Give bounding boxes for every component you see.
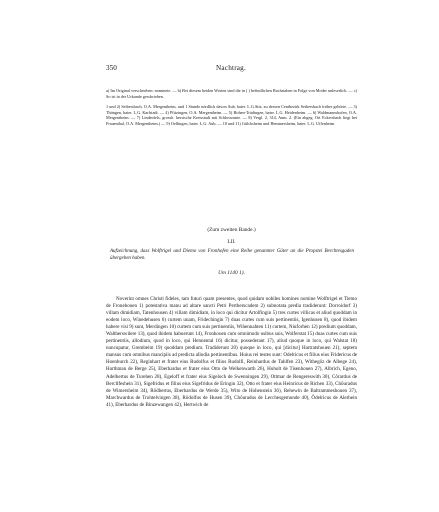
page-number: 350: [106, 64, 117, 72]
document-subtitle: Aufzeichnung, dass Wolftrigel und Diemo von Fronhofen eine Reihe genannter Güter an die Propstei Berchtesgaden übergeben haben.: [110, 249, 354, 261]
section-label: (Zum zweiten Bande.): [207, 227, 256, 233]
footnotes-block: [106, 88, 357, 132]
charter-text: [106, 296, 357, 409]
running-title: Nachtrag.: [216, 64, 246, 72]
document-number: LII.: [227, 239, 236, 245]
document-date: Um 1140 1).: [218, 270, 245, 276]
footnote-paragraph: a) Im Original verschrieben: nomineie. — b) Bei diesem beiden Worten sind die in ( ) befindlichen Buchstaben in Folge von Moder unleserlich. — c) So ist in der Urkunde geschrieben.: [106, 88, 357, 99]
page-header: [106, 64, 356, 76]
charter-paragraph: Noverint omnes Christi fideles, tam futuri quam presentes, quod quidam nobiles homines nomine Wolftrigel et Tiemo de Fronehouen 1) potestativa manu ad altare sancti Petri Pertherscadem 2) subnotata predia tradiderunt: Dorroidorf 3) villam dimidiam, Tatenhousen 4) villam dimidiam, in loco qui dicitur Artolfingin 5) tres curtes villicas et aliud quoddam in eodem loco, Winedehusen 6) curtem unam, Fridechingin 7) duas curtes cum suis pertinentiis, Igenhusen 8), quod ibidem habere visi 9) sunt, Merdingen 10) curtem cum suis pertinentiis, Wihennahten 11) curtem, Niuforhen 12) predium quoddam, Waltherswilere 13), quod ibidem habuerunt 14), Fronhouen cum omnimodo usibus suis, Wolferstat 15) duas curtes cum suis pertinentiis, allodium, quod in loco, qui Hennental 16) dicitur, possederant 17), aliud quoque in loco, qui Walstat 18) nuncupatur, Grembeim 19) quoddam predium. Tradiderunt 20) quoque in loco, qui [dicitur] Hartratshouen 21), septem mansus cum omnibus mancipiis ad predicta allodia pertinentibus. Huius rei testes sunt: Odelricus et filius eius Fridericus de Hoenburch 22), Reginhart et frater eius Rudolfus et filius Rudolfi, Reinhardus de Tahlfen 23), Withegôz de Albege 24), Harthman de Berge 25), Eberhardus et frater eius Otto de Welkenwarth 26), Hoholt de Tisenhouen 27), Albrich, Egeno, Adelbertus de Turehen 28), Egeloff et frater eius Sigeloch de Swenningen 29), Ottmar de Rengereswith 30), Côrardus de Bercllfeshein 31), Sigefridus et filius eius Sigefridus de Eringin 32), Otto et frater eius Heinricus de Richen 33), Chôuradus de Wimersheim 34), Rôdbertus, Eberhardus de Werde 35), Wito de Hohenstein 36), Rehewin de Baltrammeshouen 37), Marchwardus de Trohtelvingen 38), Rôdolfus de Husen 39), Chôuradus de Lecchesgemunde 40), Ôdelricus de Alerhein 41), Eberhardus de Binzewangen 42), Hertwich de: [106, 296, 357, 408]
footnote-paragraph: 1 und 2) Seibersbach, O.A. Mergentheim, und 1 Stunde nördlich davon Aub, baier. L.G.Sitz, zu dessen Centbezirk Seibersbach früher gehörte. — 3) Thüngen, baier. L.G. Karlstadt. — 4) Pfitzingen, O.A. Mergentheim. — 5) Hohen-Trüdingen, baier. L.G. Heidenheim. — 6) Waldmannshofen, O.A. Mergentheim. — 7) Lindenfels, grossh. hessische Kreisstadt mit Schlossruine. — 8) Vergl. 2, 314, Anm. 2. (Ein abgeg. Ort Eckersbach liegt bei Frauenthal, O.A. Mergentheim.) — 9) Oellingen, baier. L.G. Aub. — 10 und 11) Gülchsheim und Hemmersheim, baier. L.G. Uffenheim.: [106, 104, 357, 126]
